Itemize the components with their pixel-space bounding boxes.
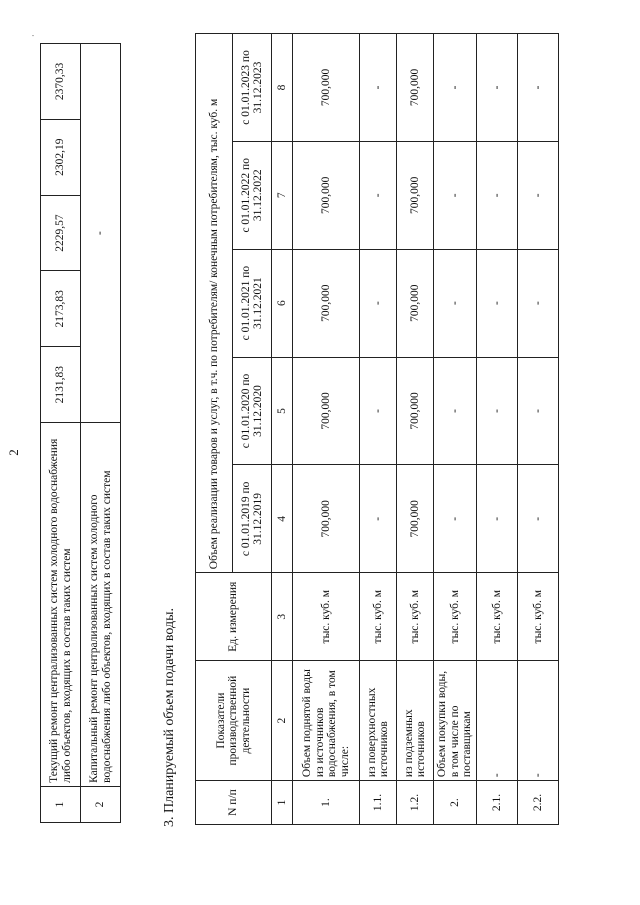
header-period: с 01.01.2019 по 31.12.2019 — [233, 465, 272, 573]
row-name: из подземных источников — [397, 661, 434, 781]
value-cell: - — [518, 465, 559, 573]
value-cell: - — [477, 141, 518, 249]
value-cell: 2370,33 — [41, 44, 81, 120]
table-row — [41, 44, 81, 823]
table-row — [360, 34, 397, 825]
index-cell: 6 — [272, 249, 293, 357]
value-cell: - — [360, 357, 397, 465]
value-cell: - — [434, 249, 477, 357]
row-number: 1 — [41, 786, 81, 822]
header-num: N п/п — [196, 781, 272, 825]
row-number: 1.2. — [397, 781, 434, 825]
row-unit: тыс. куб. м — [293, 573, 360, 661]
value-cell: 2131,83 — [41, 347, 81, 423]
row-unit: тыс. куб. м — [360, 573, 397, 661]
table-row — [397, 34, 434, 825]
value-cell: - — [434, 34, 477, 142]
header-unit: Ед. измерения — [196, 573, 272, 661]
index-cell: 8 — [272, 34, 293, 142]
value-cell: 700,000 — [397, 34, 434, 142]
table-row — [518, 34, 559, 825]
index-row — [272, 34, 293, 825]
value-cell: - — [477, 465, 518, 573]
index-cell: 5 — [272, 357, 293, 465]
value-cell: - — [518, 249, 559, 357]
value-cell: 700,000 — [397, 465, 434, 573]
table-row — [293, 34, 360, 825]
value-cell: - — [360, 141, 397, 249]
value-cell: 700,000 — [397, 357, 434, 465]
header-period: с 01.01.2020 по 31.12.2020 — [233, 357, 272, 465]
page-number: 2 — [6, 449, 21, 456]
row-name: из поверхностных источников — [360, 661, 397, 781]
row-unit: тыс. куб. м — [434, 573, 477, 661]
value-cell: - — [434, 141, 477, 249]
row-number: 2. — [434, 781, 477, 825]
table-row — [81, 44, 121, 823]
value-cell: 700,000 — [293, 34, 360, 142]
table-row — [434, 34, 477, 825]
row-description: Капитальный ремонт централизованных систем холодного водоснабжения либо объектов, входящих в состав таких систем — [81, 423, 121, 787]
header-group: Объем реализации товаров и услуг, в т.ч. по потребителям/ конечным потребителям, тыс. куб. м — [196, 34, 233, 573]
row-name: - — [518, 661, 559, 781]
section-title: 3. Планируемый объем подачи воды. — [162, 607, 177, 827]
value-cell: - — [360, 34, 397, 142]
row-description: Текущий ремонт централизованных систем холодного водоснабжения либо объектов, входящих в состав таких систем — [41, 423, 81, 787]
value-cell: - — [360, 249, 397, 357]
header-period: с 01.01.2021 по 31.12.2021 — [233, 249, 272, 357]
row-number: 1. — [293, 781, 360, 825]
row-number: 2.2. — [518, 781, 559, 825]
value-cell: - — [518, 357, 559, 465]
index-cell: 4 — [272, 465, 293, 573]
row-name: Объем поднятой воды из источников водоснабжения, в том числе: — [293, 661, 360, 781]
value-cell: - — [434, 465, 477, 573]
value-cell: 700,000 — [397, 141, 434, 249]
value-cell: 2302,19 — [41, 119, 81, 195]
repair-costs-table — [40, 43, 121, 823]
row-unit: тыс. куб. м — [397, 573, 434, 661]
value-cell: 700,000 — [293, 465, 360, 573]
row-name: Объем покупки воды, в том числе по поставщикам — [434, 661, 477, 781]
value-cell: - — [518, 34, 559, 142]
table-row — [477, 34, 518, 825]
header-indicator: Показатели производственной деятельности — [196, 661, 272, 781]
header-row — [196, 34, 233, 825]
row-unit: тыс. куб. м — [477, 573, 518, 661]
header-period: с 01.01.2023 по 31.12.2023 — [233, 34, 272, 142]
value-cell: 700,000 — [293, 141, 360, 249]
value-cell: 700,000 — [293, 249, 360, 357]
value-cell: 700,000 — [397, 249, 434, 357]
water-supply-volume-table — [195, 33, 559, 825]
index-cell: 3 — [272, 573, 293, 661]
value-cell: - — [477, 249, 518, 357]
row-name: - — [477, 661, 518, 781]
value-cell: 2173,83 — [41, 271, 81, 347]
index-cell: 2 — [272, 661, 293, 781]
row-number: 1.1. — [360, 781, 397, 825]
header-period: с 01.01.2022 по 31.12.2022 — [233, 141, 272, 249]
value-cell: 700,000 — [293, 357, 360, 465]
value-cell: - — [518, 141, 559, 249]
corner-mark: · — [29, 34, 38, 37]
value-cell: - — [477, 34, 518, 142]
row-number: 2 — [81, 786, 121, 822]
value-cell: 2229,57 — [41, 195, 81, 271]
value-cell: - — [477, 357, 518, 465]
index-cell: 1 — [272, 781, 293, 825]
value-cell: - — [360, 465, 397, 573]
value-cell: - — [434, 357, 477, 465]
row-unit: тыс. куб. м — [518, 573, 559, 661]
row-number: 2.1. — [477, 781, 518, 825]
index-cell: 7 — [272, 141, 293, 249]
merged-value-cell: - — [81, 44, 121, 423]
